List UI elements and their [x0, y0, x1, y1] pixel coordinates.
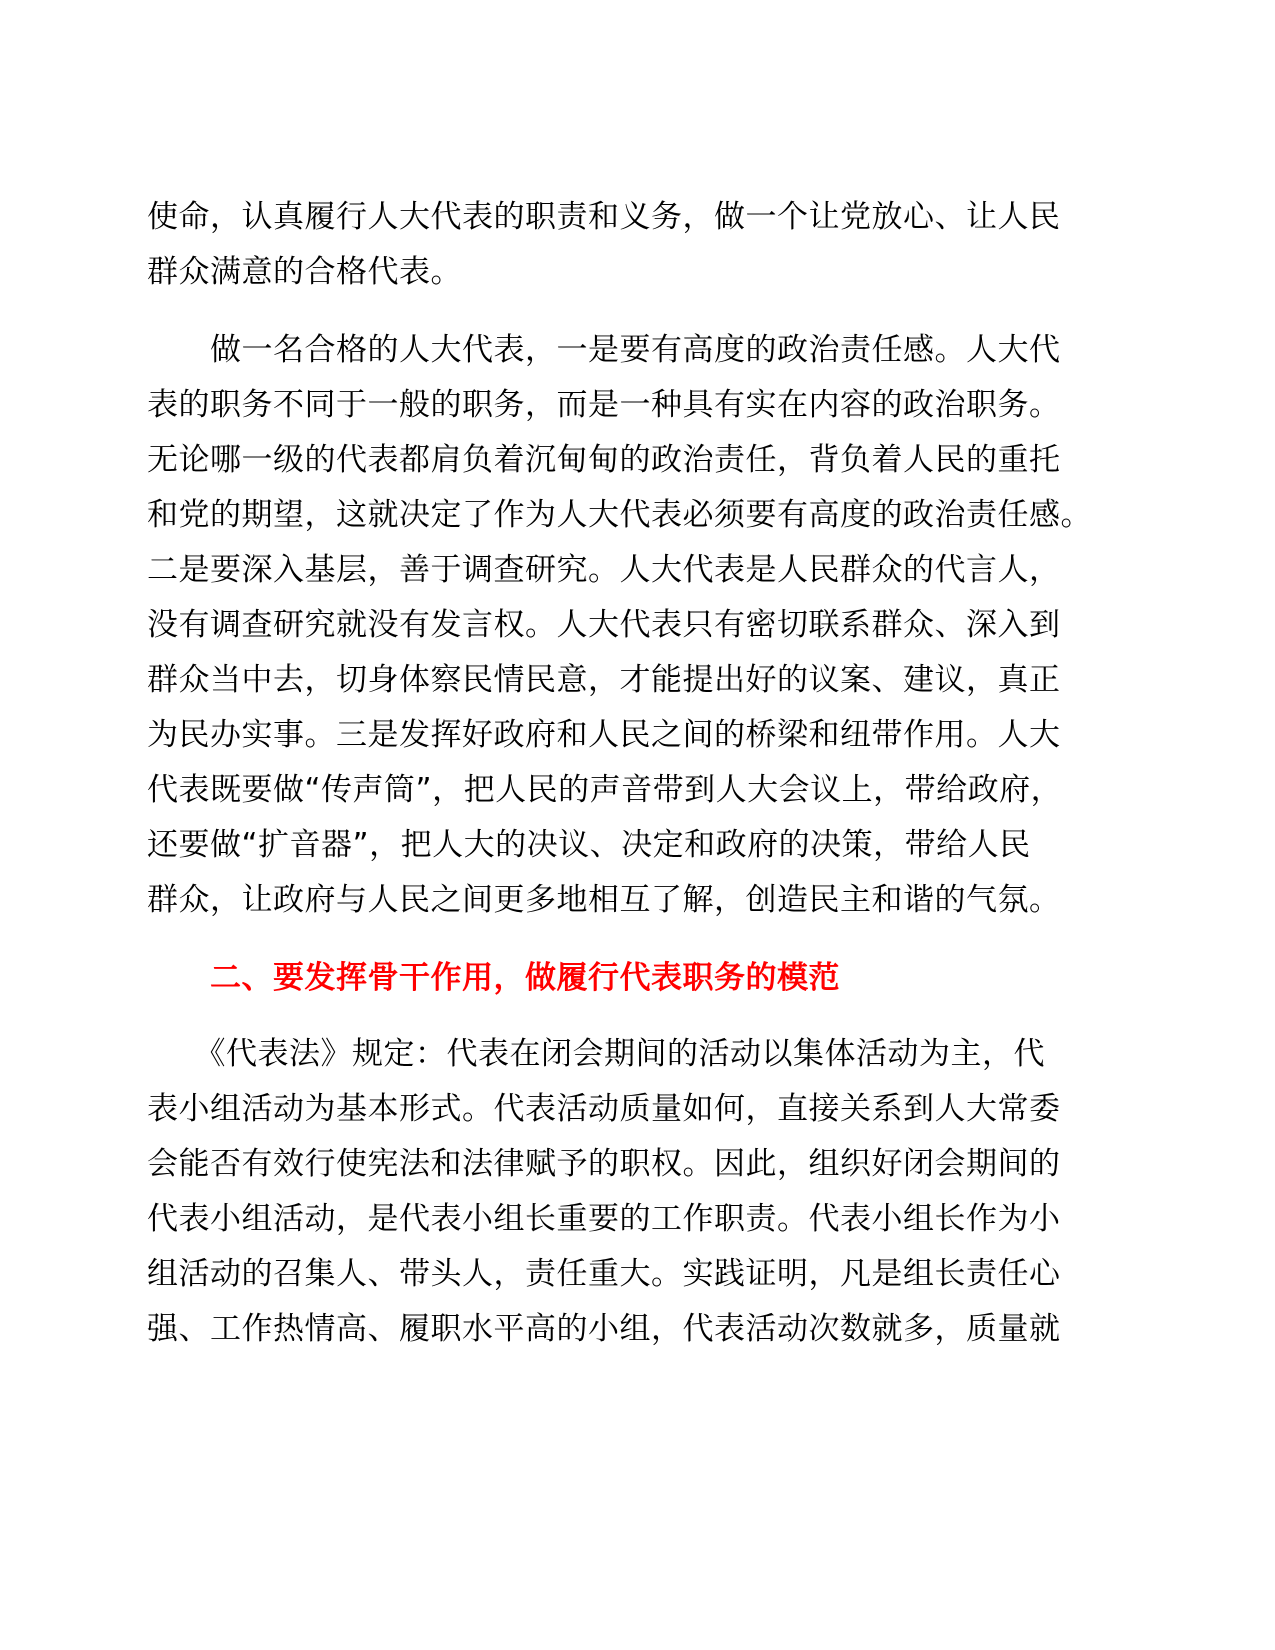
section-heading: 二、要发挥骨干作用，做履行代表职务的模范: [210, 960, 840, 996]
paragraph-line: 强、工作热情高、履职水平高的小组，代表活动次数就多，质量就: [147, 1311, 1061, 1347]
paragraph-line: 做一名合格的人大代表，一是要有高度的政治责任感。人大代: [147, 332, 1061, 368]
paragraph-line: 使命，认真履行人大代表的职责和义务，做一个让党放心、让人民: [147, 199, 1061, 235]
paragraph-line: 组活动的召集人、带头人，责任重大。实践证明，凡是组长责任心: [147, 1256, 1061, 1292]
paragraph-line: 《代表法》规定：代表在闭会期间的活动以集体活动为主，代: [147, 1036, 1045, 1072]
paragraph-representative-law: [147, 1027, 1107, 1357]
paragraph-line: 和党的期望，这就决定了作为人大代表必须要有高度的政治责任感。: [147, 497, 1092, 533]
paragraph-line: 群众，让政府与人民之间更多地相互了解，创造民主和谐的气氛。: [147, 882, 1061, 918]
paragraph-qualified-deputy: [147, 323, 1107, 928]
paragraph-line: 代表既要做“传声筒”，把人民的声音带到人大会议上，带给政府，: [147, 772, 1063, 808]
paragraph-line: 为民办实事。三是发挥好政府和人民之间的桥梁和纽带作用。人大: [147, 717, 1061, 753]
paragraph-line: 还要做“扩音器”，把人大的决议、决定和政府的决策，带给人民: [147, 827, 1031, 863]
paragraph-continuation: [147, 190, 1107, 300]
paragraph-line: 会能否有效行使宪法和法律赋予的职权。因此，组织好闭会期间的: [147, 1146, 1061, 1182]
paragraph-line: 表小组活动为基本形式。代表活动质量如何，直接关系到人大常委: [147, 1091, 1061, 1127]
paragraph-line: 群众当中去，切身体察民情民意，才能提出好的议案、建议，真正: [147, 662, 1061, 698]
paragraph-line: 无论哪一级的代表都肩负着沉甸甸的政治责任，背负着人民的重托: [147, 442, 1061, 478]
paragraph-line: 群众满意的合格代表。: [147, 254, 462, 290]
paragraph-line: 表的职务不同于一般的职务，而是一种具有实在内容的政治职务。: [147, 387, 1061, 423]
paragraph-line: 代表小组活动，是代表小组长重要的工作职责。代表小组长作为小: [147, 1201, 1061, 1237]
paragraph-line: 没有调查研究就没有发言权。人大代表只有密切联系群众、深入到: [147, 607, 1061, 643]
paragraph-line: 二是要深入基层，善于调查研究。人大代表是人民群众的代言人，: [147, 552, 1061, 588]
